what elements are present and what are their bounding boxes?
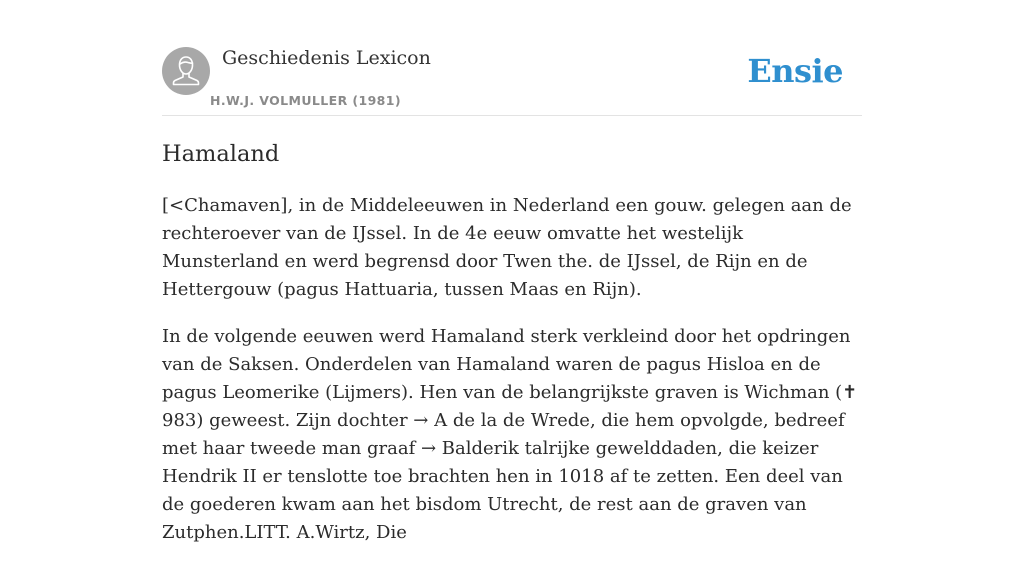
article-paragraph-1: [<Chamaven], in de Middeleeuwen in Nederland een gouw. gelegen aan de rechteroever van de IJssel. In de 4e eeuw omvatte het westelijk Munsterland en werd begrensd door Twen the. de IJssel, de Rijn en de Hettergouw (pagus Hattuaria, tussen Maas en Rijn). bbox=[162, 195, 852, 300]
user-avatar-icon[interactable] bbox=[162, 47, 210, 95]
brand-logo[interactable]: Ensie bbox=[747, 52, 843, 90]
page-title: Hamaland bbox=[162, 141, 280, 167]
article-paragraph-2: In de volgende eeuwen werd Hamaland sterk verkleind door het opdringen van de Saksen. Onderdelen van Hamaland waren de pagus Hisloa en de pagus Leomerike (Lijmers). Hen van de belangrijkste graven is Wichman (✝ 983) geweest. Zijn dochter → A de la de Wrede, die hem opvolgde, bedreef met haar tweede man graaf → Balderik talrijke gewelddaden, die keizer Hendrik II er tenslotte toe brachten hen in 1018 af te zetten. Een deel van de goederen kwam aan het bisdom Utrecht, de rest aan de graven van Zutphen.LITT. A.Wirtz, Die bbox=[162, 326, 858, 543]
lexicon-title[interactable]: Geschiedenis Lexicon bbox=[222, 47, 431, 69]
lexicon-header bbox=[162, 46, 862, 116]
article-body bbox=[162, 192, 862, 566]
lexicon-author[interactable]: H.W.J. VOLMULLER (1981) bbox=[210, 93, 401, 108]
header-divider bbox=[162, 115, 862, 116]
